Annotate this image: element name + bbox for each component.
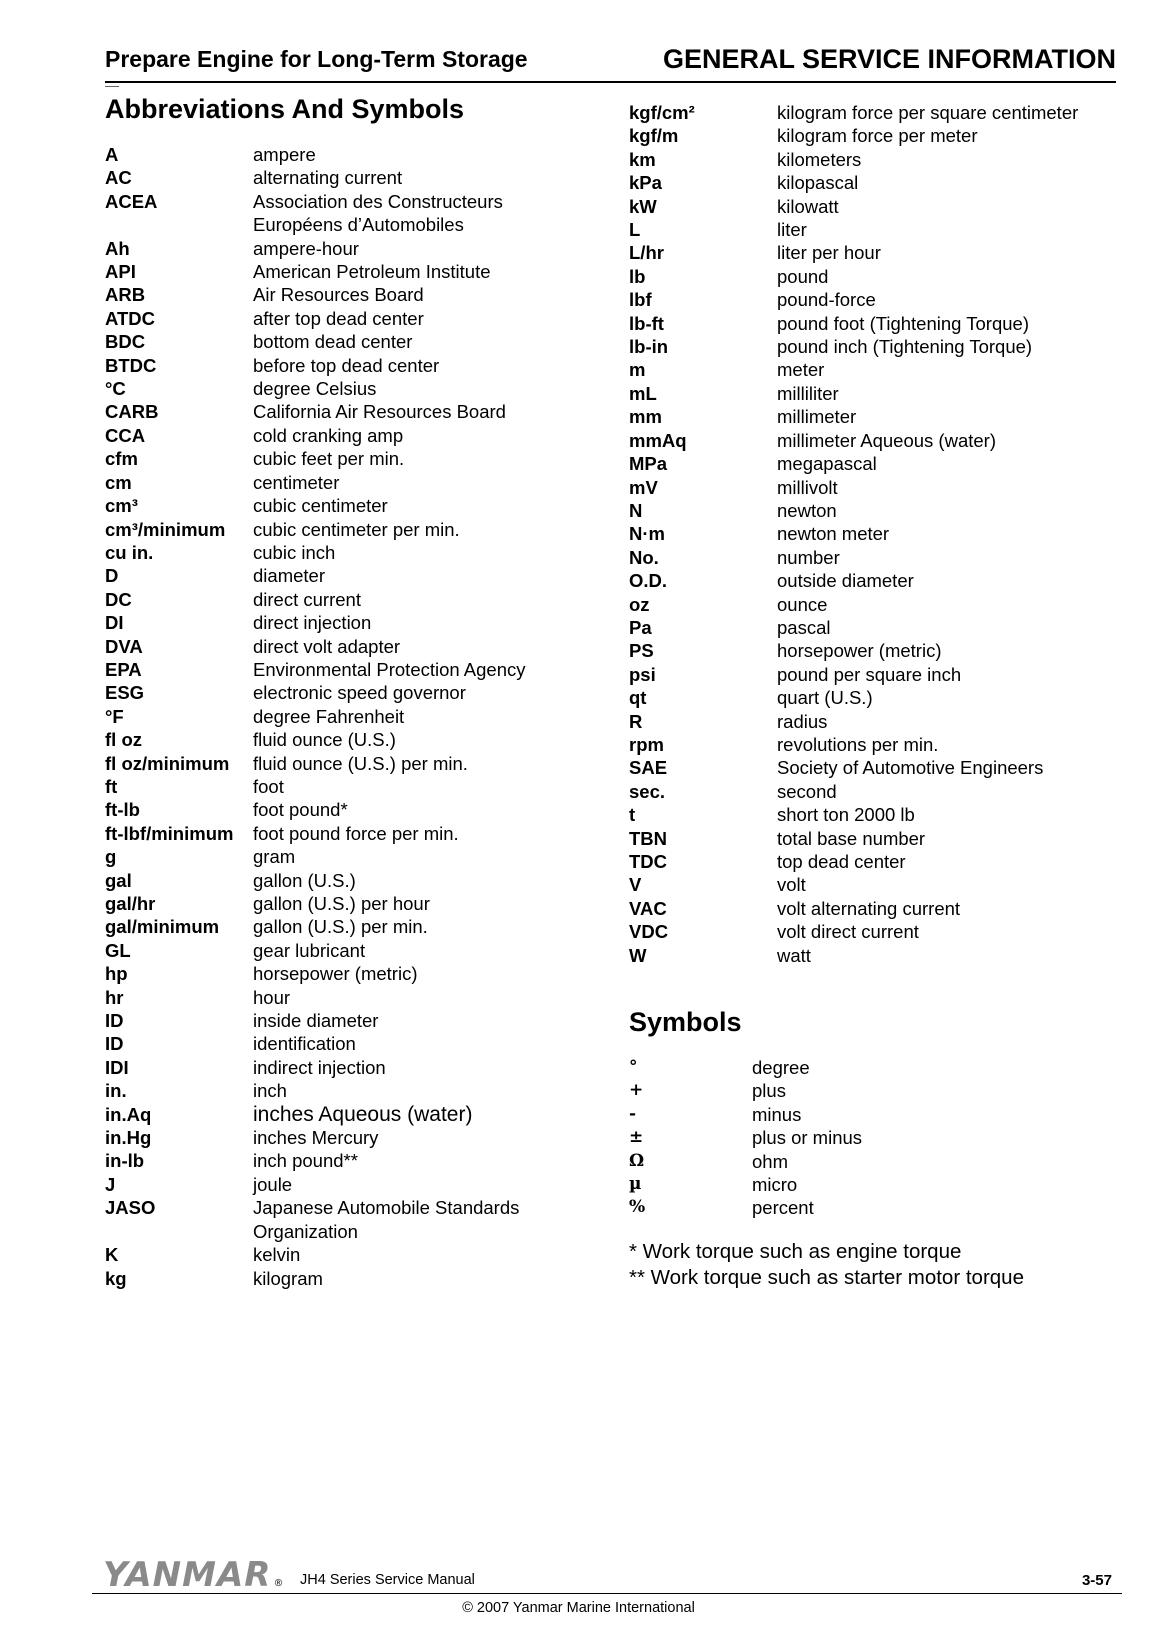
abbreviation-term: km bbox=[629, 148, 656, 170]
abbreviation-definition: indirect injection bbox=[253, 1056, 386, 1078]
abbreviation-term: kg bbox=[105, 1267, 127, 1289]
abbreviation-term: °C bbox=[105, 378, 126, 400]
abbreviation-definition: Environmental Protection Agency bbox=[253, 658, 526, 680]
abbreviation-definition: short ton 2000 lb bbox=[777, 804, 915, 826]
abbreviation-term: in. bbox=[105, 1080, 127, 1102]
abbreviation-definition: milliliter bbox=[777, 382, 839, 404]
abbreviation-term: hr bbox=[105, 986, 124, 1008]
abbreviation-term: cm³ bbox=[105, 495, 138, 517]
footnotes bbox=[629, 1239, 1024, 1291]
section-title: Prepare Engine for Long-Term Storage bbox=[105, 46, 528, 72]
abbreviation-definition: Association des Constructeurs Européens d’Automobiles bbox=[253, 190, 503, 236]
abbreviation-definition: bottom dead center bbox=[253, 331, 413, 353]
abbreviation-term: ft-lb bbox=[105, 799, 140, 821]
abbreviation-definition: cubic centimeter per min. bbox=[253, 518, 460, 540]
logo-text: YANMAR bbox=[103, 1555, 272, 1595]
footer-rule bbox=[92, 1593, 1122, 1594]
abbreviation-term: mm bbox=[629, 406, 662, 428]
abbreviation-definition: pound inch (Tightening Torque) bbox=[777, 336, 1033, 358]
abbreviation-definition: kilogram bbox=[253, 1267, 323, 1289]
abbreviation-definition: inches Aqueous (water) bbox=[253, 1102, 473, 1126]
abbreviation-term: cm bbox=[105, 471, 132, 493]
abbreviation-term: °F bbox=[105, 705, 124, 727]
abbreviation-term: BDC bbox=[105, 331, 146, 353]
abbreviation-definition: pound bbox=[777, 265, 829, 287]
abbreviation-definition: megapascal bbox=[777, 453, 877, 475]
abbreviation-term: K bbox=[105, 1244, 119, 1266]
abbreviation-term: sec. bbox=[629, 780, 666, 802]
abbreviation-term: Ah bbox=[105, 237, 130, 259]
symbols-heading: Symbols bbox=[629, 1007, 742, 1037]
abbreviation-definition: California Air Resources Board bbox=[253, 401, 506, 423]
symbol-meaning: plus bbox=[752, 1080, 786, 1102]
abbreviation-definition: gram bbox=[253, 846, 296, 868]
symbol-glyph: ± bbox=[629, 1127, 644, 1148]
abbreviation-definition: inside diameter bbox=[253, 1010, 379, 1032]
abbreviation-term: g bbox=[105, 846, 117, 868]
abbreviation-definition: direct current bbox=[253, 588, 361, 610]
abbreviation-definition: gallon (U.S.) bbox=[253, 869, 356, 891]
abbreviation-definition: kilogram force per meter bbox=[777, 125, 978, 147]
abbreviation-definition: pound foot (Tightening Torque) bbox=[777, 312, 1029, 334]
abbreviation-definition: kilowatt bbox=[777, 195, 839, 217]
abbreviation-term: in.Aq bbox=[105, 1103, 152, 1125]
abbreviation-definition: identification bbox=[253, 1033, 356, 1055]
abbreviation-definition: radius bbox=[777, 710, 828, 732]
abbreviation-definition: after top dead center bbox=[253, 307, 424, 329]
abbreviation-term: J bbox=[105, 1173, 116, 1195]
abbreviation-term: CCA bbox=[105, 424, 146, 446]
abbreviation-term: kgf/cm² bbox=[629, 102, 695, 123]
symbol-glyph: % bbox=[629, 1197, 646, 1218]
abbreviation-term: kgf/m bbox=[629, 125, 679, 147]
symbol-meaning: ohm bbox=[752, 1150, 788, 1172]
abbreviation-term: mL bbox=[629, 382, 657, 404]
abbreviation-term: CARB bbox=[105, 401, 159, 423]
abbreviation-definition: second bbox=[777, 780, 837, 802]
abbreviation-definition: top dead center bbox=[777, 851, 906, 872]
abbreviation-term: ft bbox=[105, 775, 118, 797]
abbreviation-definition: watt bbox=[777, 944, 811, 966]
abbreviation-term: DC bbox=[105, 588, 132, 610]
abbreviation-definition: Society of Automotive Engineers bbox=[777, 757, 1044, 779]
abbreviation-definition: foot bbox=[253, 775, 284, 797]
abbreviation-term: lb bbox=[629, 265, 646, 287]
abbreviation-term: oz bbox=[629, 593, 650, 615]
abbreviation-term: cm³/minimum bbox=[105, 518, 226, 540]
abbreviation-definition: inches Mercury bbox=[253, 1127, 379, 1149]
abbreviation-term: R bbox=[629, 710, 643, 732]
abbreviations-list-left bbox=[105, 143, 575, 1290]
abbreviation-term: D bbox=[105, 565, 119, 587]
abbreviation-definition: kilometers bbox=[777, 148, 862, 170]
abbreviation-term: JASO bbox=[105, 1197, 156, 1219]
abbreviation-definition: American Petroleum Institute bbox=[253, 261, 491, 283]
abbreviation-definition: revolutions per min. bbox=[777, 733, 939, 755]
abbreviations-list-right bbox=[629, 101, 1079, 967]
abbreviation-term: No. bbox=[629, 546, 659, 568]
abbreviation-definition: number bbox=[777, 546, 840, 568]
page-number: 3-57 bbox=[1081, 1572, 1112, 1589]
abbreviation-definition: newton bbox=[777, 499, 837, 521]
abbreviation-definition: gear lubricant bbox=[253, 939, 366, 961]
abbreviation-term: DVA bbox=[105, 635, 143, 657]
symbol-glyph: µ bbox=[629, 1174, 642, 1195]
abbreviation-term: gal/hr bbox=[105, 893, 156, 914]
abbreviation-definition: joule bbox=[253, 1173, 293, 1195]
abbreviation-term: O.D. bbox=[629, 570, 668, 592]
abbreviation-term: gal/minimum bbox=[105, 916, 220, 938]
abbreviation-term: ID bbox=[105, 1033, 124, 1055]
abbreviation-definition: ampere bbox=[253, 144, 316, 165]
abbreviation-definition: ounce bbox=[777, 593, 828, 615]
abbreviation-definition: liter per hour bbox=[777, 242, 881, 264]
abbreviation-term: fl oz/minimum bbox=[105, 752, 230, 774]
abbreviation-term: qt bbox=[629, 687, 647, 709]
abbreviation-term: TDC bbox=[629, 851, 668, 872]
abbreviation-term: L/hr bbox=[629, 242, 664, 264]
abbreviation-definition: Japanese Automobile Standards Organization bbox=[253, 1197, 520, 1242]
abbreviation-term: ft-lbf/minimum bbox=[105, 822, 234, 844]
registered-mark: ® bbox=[273, 1578, 285, 1589]
abbreviation-definition: ampere-hour bbox=[253, 237, 359, 259]
abbreviation-term: L bbox=[629, 219, 641, 241]
abbreviations-heading: Abbreviations And Symbols bbox=[105, 94, 465, 124]
abbreviation-definition: kelvin bbox=[253, 1244, 301, 1266]
abbreviation-term: Pa bbox=[629, 616, 652, 638]
abbreviation-term: ACEA bbox=[105, 190, 158, 212]
footnote: ** Work torque such as starter motor torque bbox=[629, 1266, 1024, 1289]
symbol-meaning: plus or minus bbox=[752, 1127, 863, 1149]
abbreviation-definition: electronic speed governor bbox=[253, 682, 466, 704]
abbreviation-definition: horsepower (metric) bbox=[777, 640, 942, 662]
abbreviation-term: cfm bbox=[105, 448, 138, 470]
abbreviation-term: TBN bbox=[629, 827, 668, 849]
abbreviation-term: in.Hg bbox=[105, 1127, 152, 1149]
copyright: © 2007 Yanmar Marine International bbox=[462, 1600, 695, 1616]
header-tick-mark bbox=[105, 86, 119, 87]
abbreviation-definition: hour bbox=[253, 986, 291, 1008]
abbreviation-term: m bbox=[629, 359, 646, 381]
abbreviation-definition: fluid ounce (U.S.) per min. bbox=[253, 752, 468, 774]
abbreviation-definition: pound-force bbox=[777, 289, 876, 311]
abbreviation-definition: quart (U.S.) bbox=[777, 687, 873, 709]
symbol-meaning: percent bbox=[752, 1197, 814, 1219]
abbreviation-definition: volt alternating current bbox=[777, 897, 961, 919]
abbreviation-term: N·m bbox=[629, 523, 665, 545]
abbreviation-term: cu in. bbox=[105, 541, 154, 563]
abbreviation-definition: Air Resources Board bbox=[253, 284, 424, 306]
abbreviation-definition: centimeter bbox=[253, 471, 340, 493]
abbreviation-term: BTDC bbox=[105, 354, 157, 376]
abbreviation-definition: cold cranking amp bbox=[253, 424, 404, 446]
abbreviation-definition: degree Fahrenheit bbox=[253, 705, 405, 727]
abbreviation-term: GL bbox=[105, 939, 131, 961]
abbreviation-definition: millivolt bbox=[777, 476, 838, 498]
symbol-meaning: micro bbox=[752, 1174, 798, 1196]
abbreviation-definition: volt direct current bbox=[777, 921, 919, 943]
abbreviation-definition: foot pound force per min. bbox=[253, 822, 459, 844]
chapter-title: GENERAL SERVICE INFORMATION bbox=[662, 44, 1116, 74]
abbreviation-term: ARB bbox=[105, 284, 146, 306]
abbreviation-term: EPA bbox=[105, 658, 142, 680]
abbreviation-definition: direct volt adapter bbox=[253, 635, 401, 657]
symbol-meaning: minus bbox=[752, 1103, 802, 1125]
abbreviation-term: rpm bbox=[629, 733, 664, 755]
abbreviation-term: in-lb bbox=[105, 1150, 145, 1172]
abbreviation-term: kW bbox=[629, 195, 657, 217]
abbreviation-definition: volt bbox=[777, 874, 806, 896]
abbreviation-definition: liter bbox=[777, 219, 807, 241]
abbreviation-definition: gallon (U.S.) per hour bbox=[253, 893, 430, 914]
abbreviation-term: A bbox=[105, 144, 119, 165]
abbreviation-term: mV bbox=[629, 476, 658, 498]
symbol-glyph: ° bbox=[629, 1057, 638, 1077]
abbreviation-term: kPa bbox=[629, 172, 662, 194]
abbreviation-definition: inch bbox=[253, 1080, 287, 1102]
abbreviation-term: mmAq bbox=[629, 429, 687, 451]
abbreviation-definition: outside diameter bbox=[777, 570, 914, 592]
abbreviation-term: W bbox=[629, 944, 647, 966]
symbol-glyph: + bbox=[629, 1080, 644, 1101]
abbreviation-term: SAE bbox=[629, 757, 668, 779]
abbreviation-definition: millimeter bbox=[777, 406, 857, 428]
abbreviation-term: ESG bbox=[105, 682, 145, 704]
header-rule bbox=[105, 81, 1116, 83]
abbreviation-definition: fluid ounce (U.S.) bbox=[253, 729, 396, 751]
abbreviation-definition: cubic centimeter bbox=[253, 495, 388, 517]
abbreviation-definition: meter bbox=[777, 359, 825, 381]
yanmar-logo bbox=[103, 1557, 284, 1602]
symbol-glyph: - bbox=[629, 1103, 637, 1124]
abbreviation-term: DI bbox=[105, 612, 124, 634]
abbreviation-term: lb-in bbox=[629, 336, 669, 358]
abbreviation-definition: kilogram force per square centimeter bbox=[777, 102, 1079, 123]
abbreviation-term: fl oz bbox=[105, 729, 142, 751]
symbol-glyph: Ω bbox=[629, 1150, 645, 1171]
abbreviation-definition: pound per square inch bbox=[777, 663, 962, 685]
symbol-meaning: degree bbox=[752, 1057, 810, 1078]
abbreviation-definition: total base number bbox=[777, 827, 926, 849]
abbreviation-definition: degree Celsius bbox=[253, 378, 377, 400]
abbreviation-definition: inch pound** bbox=[253, 1150, 358, 1172]
footnote: * Work torque such as engine torque bbox=[629, 1240, 962, 1263]
abbreviation-definition: diameter bbox=[253, 565, 325, 587]
abbreviation-definition: kilopascal bbox=[777, 172, 859, 194]
abbreviation-term: ID bbox=[105, 1010, 124, 1032]
abbreviation-term: lb-ft bbox=[629, 312, 664, 334]
abbreviation-term: ATDC bbox=[105, 307, 156, 329]
abbreviation-term: lbf bbox=[629, 289, 652, 311]
abbreviation-term: VDC bbox=[629, 921, 669, 943]
abbreviation-term: AC bbox=[105, 167, 132, 189]
abbreviation-term: gal bbox=[105, 869, 132, 891]
abbreviation-definition: newton meter bbox=[777, 523, 890, 545]
abbreviation-definition: horsepower (metric) bbox=[253, 963, 418, 985]
abbreviation-term: API bbox=[105, 261, 136, 283]
abbreviation-term: VAC bbox=[629, 897, 667, 919]
manual-name: JH4 Series Service Manual bbox=[300, 1572, 475, 1588]
abbreviation-term: hp bbox=[105, 963, 128, 985]
abbreviation-definition: foot pound* bbox=[253, 799, 348, 821]
abbreviation-term: MPa bbox=[629, 453, 668, 475]
abbreviation-term: t bbox=[629, 804, 636, 826]
abbreviation-definition: cubic feet per min. bbox=[253, 448, 405, 470]
abbreviation-term: N bbox=[629, 499, 643, 521]
abbreviation-definition: direct injection bbox=[253, 612, 372, 634]
abbreviation-definition: millimeter Aqueous (water) bbox=[777, 429, 996, 451]
abbreviation-term: psi bbox=[629, 663, 656, 685]
symbols-list bbox=[629, 1056, 1079, 1220]
abbreviation-definition: alternating current bbox=[253, 167, 403, 189]
abbreviation-definition: gallon (U.S.) per min. bbox=[253, 916, 428, 938]
abbreviation-term: IDI bbox=[105, 1056, 129, 1078]
abbreviation-definition: before top dead center bbox=[253, 354, 440, 376]
abbreviation-term: V bbox=[629, 874, 642, 896]
abbreviation-definition: pascal bbox=[777, 616, 831, 638]
abbreviation-definition: cubic inch bbox=[253, 541, 336, 563]
abbreviation-term: PS bbox=[629, 640, 654, 662]
